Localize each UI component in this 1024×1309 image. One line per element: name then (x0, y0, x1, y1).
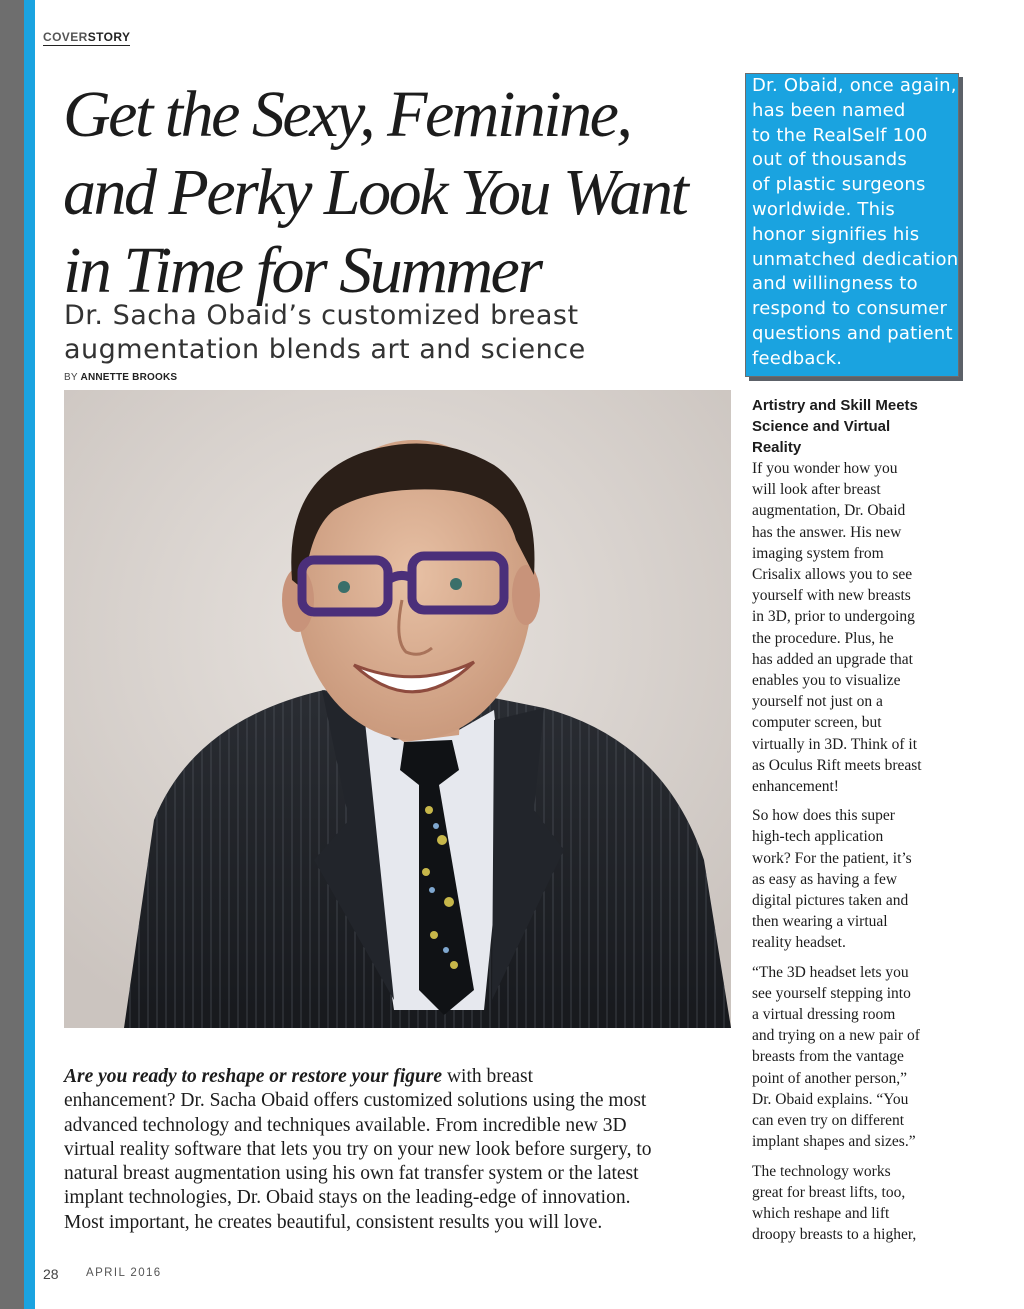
byline (64, 372, 177, 383)
sidebar-line: reality headset. (752, 934, 846, 952)
sidebar-line: implant shapes and sizes.” (752, 1133, 916, 1151)
article-subhead (64, 299, 704, 367)
sidebar-line: So how does this super (752, 807, 895, 825)
page-accent-bar (24, 0, 35, 1309)
sidebar-line: the procedure. Plus, he (752, 629, 894, 647)
sidebar-line: and trying on a new pair of (752, 1027, 920, 1045)
sidebar-line: If you wonder how you (752, 460, 898, 477)
sidebar-line: imaging system from (752, 544, 884, 562)
sidebar-line: a virtual dressing room (752, 1006, 896, 1024)
sidebar-line: as easy as having a few (752, 870, 898, 888)
lead-line: enhancement? Dr. Sacha Obaid offers customized solutions using the most (64, 1090, 647, 1112)
sidebar-line: Dr. Obaid explains. “You (752, 1090, 909, 1108)
page-edge-bar (0, 0, 24, 1309)
callout-line: Dr. Obaid, once again, (752, 75, 957, 96)
sidebar-line: Crisalix allows you to see (752, 566, 913, 584)
lead-line: Most important, he creates beautiful, consistent results you will love. (64, 1211, 603, 1233)
sidebar-heading-line: Reality (752, 439, 802, 456)
article-headline (63, 76, 733, 310)
sidebar-line: enables you to visualize (752, 672, 901, 690)
realself-callout-box (745, 73, 959, 377)
page-number: 28 (43, 1266, 59, 1282)
sidebar-line: “The 3D headset lets you (752, 963, 909, 981)
sidebar-line: computer screen, but (752, 714, 882, 732)
sidebar-line: can even try on different (752, 1112, 905, 1130)
byline-prefix: BY (64, 372, 78, 383)
sidebar-line: yourself not just on a (752, 693, 883, 711)
sidebar-paragraph (752, 805, 967, 953)
sidebar-line: see yourself stepping into (752, 984, 911, 1002)
sidebar-line: virtually in 3D. Think of it (752, 735, 918, 753)
sidebar-paragraph (752, 962, 967, 1153)
callout-line: of plastic surgeons (752, 174, 926, 196)
sidebar-paragraph (752, 458, 967, 797)
sidebar-line: breasts from the vantage (752, 1048, 904, 1066)
callout-line: feedback. (752, 347, 843, 369)
lead-emphasis: Are you ready to reshape or restore your figure (64, 1066, 443, 1087)
portrait-photo (64, 390, 731, 1028)
callout-line: to the RealSelf 100 (752, 124, 928, 146)
issue-date: APRIL 2016 (86, 1267, 162, 1279)
sidebar-line: enhancement! (752, 778, 839, 796)
byline-author: ANNETTE BROOKS (80, 372, 178, 383)
headline-line: Get the Sexy, Feminine, (63, 78, 631, 151)
lead-line-rest: with breast (442, 1066, 534, 1087)
sidebar-line: great for breast lifts, too, (752, 1183, 906, 1201)
section-label-suffix: STORY (87, 30, 131, 44)
subhead-line: augmentation blends art and science (64, 334, 586, 365)
sidebar-line: high-tech application (752, 828, 884, 846)
callout-line: out of thousands (752, 149, 907, 171)
lead-line: implant technologies, Dr. Obaid stays on the leading-edge of innovation. (64, 1187, 631, 1209)
sidebar-paragraph (752, 1161, 967, 1246)
sidebar-line: work? For the patient, it’s (752, 849, 912, 867)
callout-line: worldwide. This (752, 198, 896, 220)
sidebar-heading (752, 395, 967, 458)
sidebar-line: has the answer. His new (752, 523, 902, 541)
callout-line: honor signifies his (752, 223, 920, 245)
callout-line: and willingness to (752, 273, 918, 295)
lead-line: virtual reality software that lets you try on your new look before surgery, to (64, 1138, 652, 1160)
sidebar-heading-line: Artistry and Skill Meets (752, 397, 918, 414)
headline-line: in Time for Summer (63, 234, 541, 307)
sidebar-line: in 3D, prior to undergoing (752, 608, 915, 626)
lead-line (64, 1065, 734, 1089)
sidebar-column (752, 395, 967, 1245)
lead-line: advanced technology and techniques available. From incredible new 3D (64, 1114, 627, 1136)
sidebar-line: point of another person,” (752, 1069, 907, 1087)
sidebar-line: The technology works (752, 1162, 891, 1180)
subhead-line: Dr. Sacha Obaid’s customized breast (64, 300, 579, 331)
callout-line: has been named (752, 99, 906, 121)
lead-line: natural breast augmentation using his own fat transfer system or the latest (64, 1163, 639, 1185)
sidebar-line: will look after breast (752, 481, 881, 499)
headline-line: and Perky Look You Want (63, 156, 687, 229)
sidebar-line: droopy breasts to a higher, (752, 1226, 917, 1244)
sidebar-line: digital pictures taken and (752, 892, 909, 910)
callout-line: unmatched dedication (752, 248, 959, 270)
callout-line: respond to consumer (752, 298, 948, 320)
sidebar-line: then wearing a virtual (752, 913, 888, 931)
callout-line: questions and patient (752, 322, 953, 344)
sidebar-line: which reshape and lift (752, 1204, 890, 1222)
sidebar-line: augmentation, Dr. Obaid (752, 502, 906, 520)
section-label-prefix: COVER (43, 30, 88, 44)
lead-paragraph (64, 1065, 734, 1235)
sidebar-line: as Oculus Rift meets breast (752, 756, 922, 774)
sidebar-line: yourself with new breasts (752, 587, 911, 605)
sidebar-heading-line: Science and Virtual (752, 418, 891, 435)
section-label (43, 30, 130, 46)
sidebar-line: has added an upgrade that (752, 650, 913, 668)
